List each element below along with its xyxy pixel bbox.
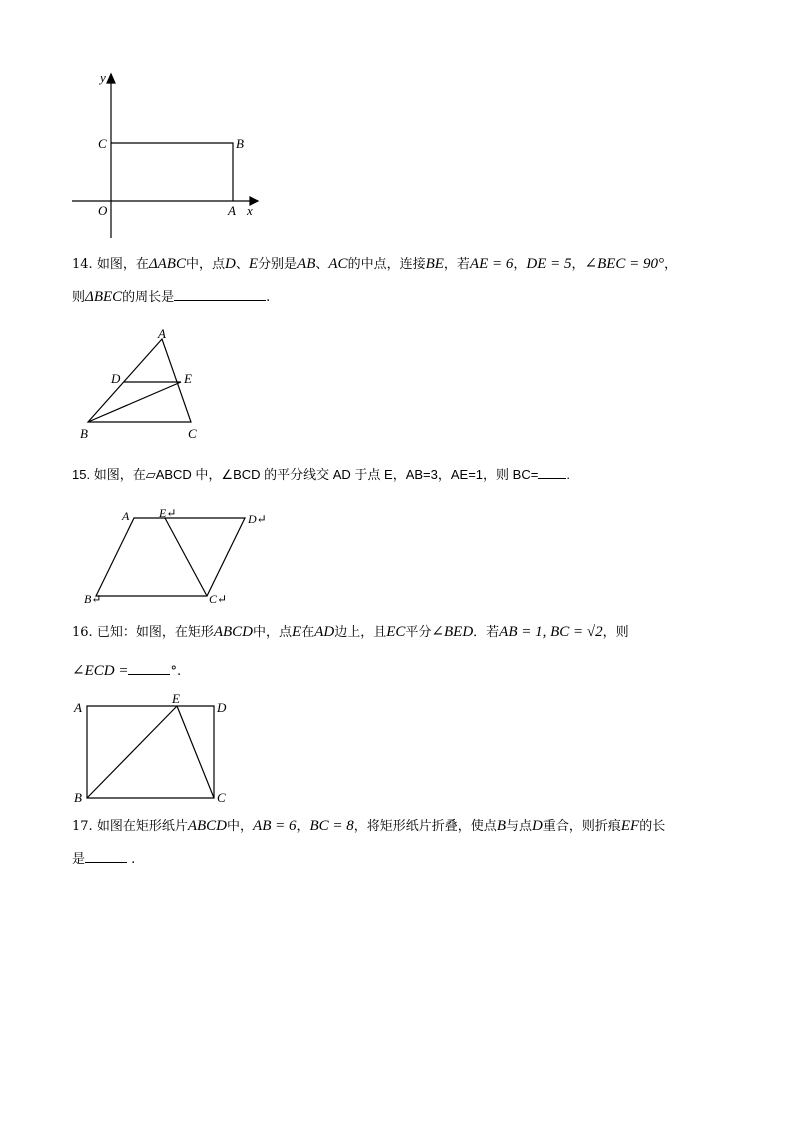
question-14-line-2: 则ΔBEC的周长是 . [72,286,270,308]
label-d: D↵ [248,512,267,526]
label-e: E [172,691,180,706]
coordinate-figure [70,68,270,240]
label-o: O [98,203,108,218]
label-b: B↵ [84,592,102,606]
segment-ec [177,706,214,798]
label-y: y [100,70,106,85]
segment-ec [165,518,207,596]
answer-blank-15[interactable] [538,464,566,479]
question-15: 15. 如图，在▱ABCD 中，∠BCD 的平分线交 AD 于点 E，AB=3，AE=1，则 BC= . [72,464,570,485]
label-a: A [122,509,130,523]
question-16-line-1: 16. 已知：如图，在矩形ABCD中，点E在AD边上，且EC平分∠BED．若AB = 1, BC = √2，则 [72,624,629,640]
y-axis-arrow [107,74,115,83]
triangle-abc [88,339,191,422]
triangle-figure [78,324,210,442]
segment-be [88,382,181,422]
label-c: C↵ [209,592,228,606]
rectangle-figure [70,688,240,808]
parallelogram-figure [78,504,274,608]
label-c: C [98,136,107,151]
label-a: A [74,700,82,715]
label-e: E↵ [159,506,177,520]
parallelogram-abcd [96,518,245,596]
answer-blank-16[interactable] [128,660,170,675]
label-e: E [184,371,192,386]
label-a: A [158,326,166,341]
segment-be [87,706,177,798]
question-16-line-2: ∠ECD = °. [72,660,181,682]
label-b: B [236,136,244,151]
label-d: D [111,371,121,386]
question-17-line-2: 是 . [72,848,135,870]
label-c: C [217,790,226,805]
label-x: x [247,203,253,218]
label-b: B [74,790,82,805]
question-14-line-1: 14. 如图，在ΔABC中，点D、E分别是AB、AC的中点，连接BE，若AE = 6，DE = 5，∠BEC = 90°， [72,256,678,272]
label-c: C [188,426,197,441]
answer-blank-17[interactable] [85,848,127,863]
answer-blank-14[interactable] [174,286,266,301]
label-a: A [228,203,236,218]
label-b: B [80,426,88,441]
rectangle-oabc [111,143,233,201]
question-17-line-1: 17. 如图在矩形纸片ABCD中，AB = 6，BC = 8，将矩形纸片折叠，使点B与点D重合，则折痕EF的长 [72,818,666,834]
label-d: D [217,700,227,715]
